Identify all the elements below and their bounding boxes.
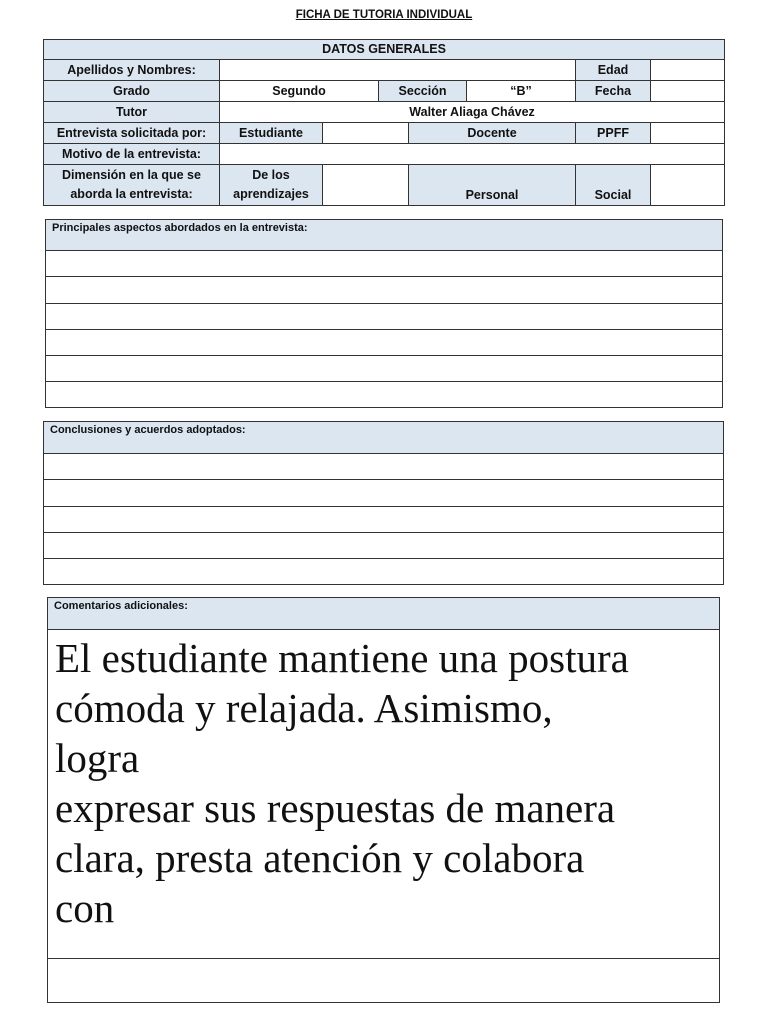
option-ppff-checkbox[interactable] — [651, 123, 725, 144]
aspectos-line[interactable] — [46, 382, 722, 407]
aspectos-line[interactable] — [46, 304, 722, 330]
aspectos-line[interactable] — [46, 330, 722, 356]
aprendizajes-line2: aprendizajes — [233, 187, 309, 201]
motivo-field[interactable] — [220, 144, 725, 165]
dimension-aprendizajes-label — [220, 165, 323, 206]
grado-label: Grado — [44, 81, 220, 102]
comment-line: logra — [55, 735, 140, 781]
edad-field[interactable] — [651, 60, 725, 81]
conclusiones-section — [43, 421, 724, 585]
seccion-value[interactable]: “B” — [467, 81, 576, 102]
comentarios-extra-line[interactable] — [48, 959, 719, 1002]
entrevista-label: Entrevista solicitada por: — [44, 123, 220, 144]
seccion-label: Sección — [379, 81, 467, 102]
tutor-label: Tutor — [44, 102, 220, 123]
apellidos-field[interactable] — [220, 60, 576, 81]
fecha-field[interactable] — [651, 81, 725, 102]
comment-line: expresar sus respuestas de manera — [55, 785, 616, 831]
comment-line: clara, presta atención y colabora — [55, 835, 585, 881]
dimension-social-label: Social — [576, 165, 651, 206]
general-data-header: DATOS GENERALES — [44, 40, 725, 60]
grado-value[interactable]: Segundo — [220, 81, 379, 102]
option-estudiante-label: Estudiante — [220, 123, 323, 144]
conclusiones-line[interactable] — [44, 507, 723, 533]
dimension-aprendizajes-checkbox[interactable] — [323, 165, 409, 206]
comment-line: cómoda y relajada. Asimismo, — [55, 685, 553, 731]
option-estudiante-checkbox[interactable] — [323, 123, 409, 144]
comment-line: El estudiante mantiene una postura — [55, 635, 629, 681]
conclusiones-line[interactable] — [44, 533, 723, 559]
edad-label: Edad — [576, 60, 651, 81]
conclusiones-line[interactable] — [44, 480, 723, 507]
comentarios-text[interactable] — [48, 630, 719, 959]
dimension-label-line1: Dimensión en la que se — [62, 168, 201, 182]
fecha-label: Fecha — [576, 81, 651, 102]
document-title: FICHA DE TUTORIA INDIVIDUAL — [295, 9, 473, 21]
aspectos-header: Principales aspectos abordados en la entrevista: — [46, 220, 722, 251]
aspectos-line[interactable] — [46, 356, 722, 382]
aspectos-section — [45, 219, 723, 408]
tutor-value[interactable]: Walter Aliaga Chávez — [220, 102, 725, 123]
option-ppff-label: PPFF — [576, 123, 651, 144]
comentarios-header: Comentarios adicionales: — [48, 598, 719, 630]
dimension-label-line2: aborda la entrevista: — [70, 187, 193, 201]
dimension-personal-label: Personal — [409, 165, 576, 206]
motivo-label: Motivo de la entrevista: — [44, 144, 220, 165]
option-docente-label: Docente — [409, 123, 576, 144]
aspectos-line[interactable] — [46, 277, 722, 304]
conclusiones-line[interactable] — [44, 454, 723, 480]
aprendizajes-line1: De los — [252, 168, 290, 182]
general-data-table — [43, 39, 725, 206]
apellidos-label: Apellidos y Nombres: — [44, 60, 220, 81]
comentarios-section — [47, 597, 720, 1003]
conclusiones-header: Conclusiones y acuerdos adoptados: — [44, 422, 723, 454]
comment-line: con — [55, 885, 115, 931]
dimension-label — [44, 165, 220, 206]
aspectos-line[interactable] — [46, 251, 722, 277]
conclusiones-line[interactable] — [44, 559, 723, 584]
dimension-social-checkbox[interactable] — [651, 165, 725, 206]
